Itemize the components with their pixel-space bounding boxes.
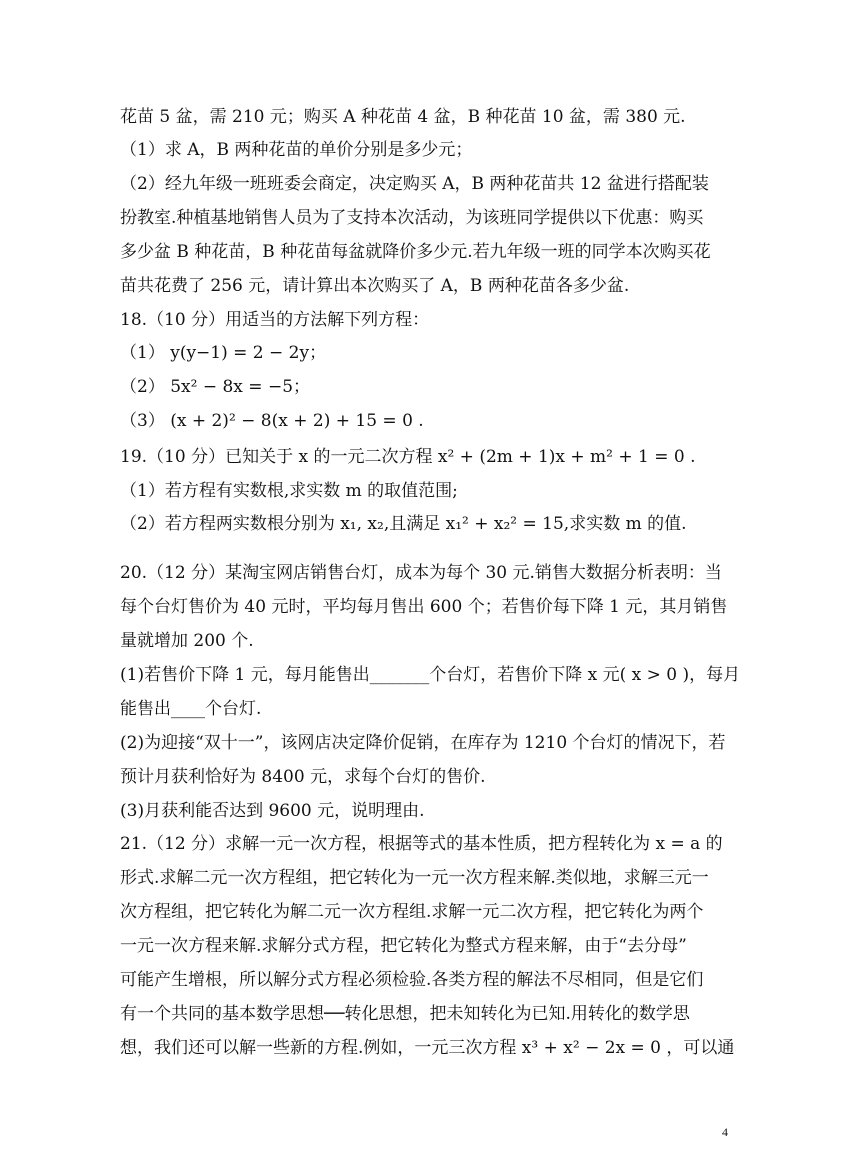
text-line: (2)为迎接“双十一”，该网店决定降价促销，在库存为 1210 个台灯的情况下，若 <box>120 733 726 753</box>
text-line: 形式.求解二元一次方程组，把它转化为一元一次方程来解.类似地，求解三元一 <box>120 868 709 888</box>
question-19-heading: 19.（10 分）已知关于 x 的一元二次方程 x² + (2m + 1)x + m² + 1 = 0 . <box>120 447 696 467</box>
page-number: 4 <box>722 1125 728 1139</box>
text-line: （2）经九年级一班班委会商定，决定购买 A，B 两种花苗共 12 盆进行搭配装 <box>120 174 709 194</box>
text-line: 每个台灯售价为 40 元时，平均每月售出 600 个；若售价每下降 1 元，其月销售 <box>120 597 728 617</box>
equation-18-3: （3） (x + 2)² − 8(x + 2) + 15 = 0 . <box>120 411 424 431</box>
text-line: 扮教室.种植基地销售人员为了支持本次活动，为该班同学提供以下优惠：购买 <box>120 208 704 228</box>
text-line: （1）求 A，B 两种花苗的单价分别是多少元； <box>120 140 473 160</box>
question-21-heading: 21.（12 分）求解一元一次方程，根据等式的基本性质，把方程转化为 x = a 的 <box>120 834 723 854</box>
text-line: 多少盆 B 种花苗，B 种花苗每盆就降价多少元.若九年级一班的同学本次购买花 <box>120 242 711 262</box>
text-line: 想，我们还可以解一些新的方程.例如，一元三次方程 x³ + x² − 2x = 0 ，可以通 <box>120 1038 735 1058</box>
text-line: 有一个共同的基本数学思想──转化思想，把未知转化为已知.用转化的数学思 <box>120 1004 690 1024</box>
text-line: 花苗 5 盆，需 210 元；购买 A 种花苗 4 盆，B 种花苗 10 盆，需 380 元. <box>120 107 686 127</box>
text-line: 能售出____个台灯. <box>120 699 262 719</box>
text-line: （1）若方程有实数根,求实数 m 的取值范围; <box>120 481 458 501</box>
text-line: 量就增加 200 个. <box>120 631 254 651</box>
text-line: 苗共花费了 256 元，请计算出本次购买了 A，B 两种花苗各多少盆. <box>120 276 630 296</box>
equation-18-2: （2） 5x² − 8x = −5； <box>120 377 311 397</box>
text-line: (1)若售价下降 1 元，每月能售出_______个台灯，若售价下降 x 元( x > 0 )，每月 <box>120 665 741 685</box>
question-20-heading: 20.（12 分）某淘宝网店销售台灯，成本为每个 30 元.销售大数据分析表明：当 <box>120 563 722 583</box>
text-line: 可能产生增根，所以解分式方程必须检验.各类方程的解法不尽相同，但是它们 <box>120 970 704 990</box>
question-18-heading: 18.（10 分）用适当的方法解下列方程： <box>120 310 430 330</box>
text-line: （2）若方程两实数根分别为 x₁, x₂,且满足 x₁² + x₂² = 15,求实数 m 的值. <box>120 514 687 534</box>
text-line: (3)月获利能否达到 9600 元，说明理由. <box>120 801 425 821</box>
text-line: 预计月获利恰好为 8400 元，求每个台灯的售价. <box>120 767 486 787</box>
text-line: 次方程组，把它转化为解二元一次方程组.求解一元二次方程，把它转化为两个 <box>120 902 704 922</box>
text-line: 一元一次方程来解.求解分式方程，把它转化为整式方程来解，由于“去分母” <box>120 936 687 956</box>
equation-18-1: （1） y(y−1) = 2 − 2y； <box>120 343 327 363</box>
